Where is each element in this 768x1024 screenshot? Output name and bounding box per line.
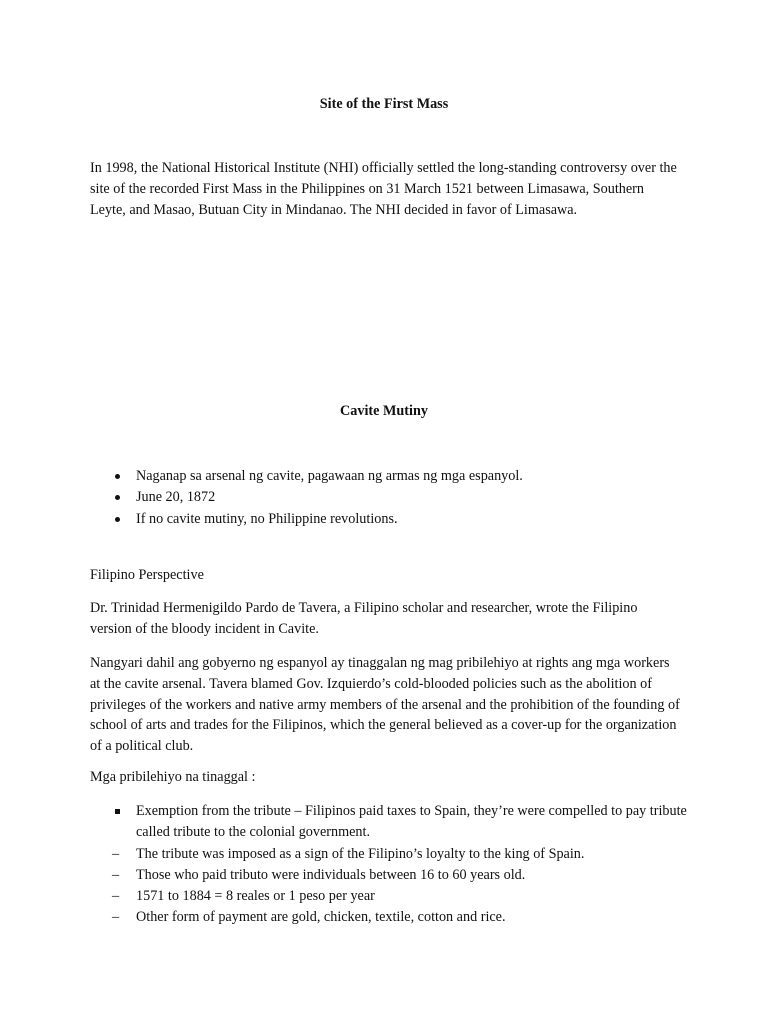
list-item: 1571 to 1884 = 8 reales or 1 peso per year bbox=[136, 888, 375, 905]
perspective-paragraph-2: Nangyari dahil ang gobyerno ng espanyol ay tinaggalan ng mag pribilehiyo at rights ang mga workers at the cavite arsenal. Tavera blamed Gov. Izquierdo’s cold-blooded policies such as the abolition of privileges of the workers and native army members of the arsenal and the prohibition of the founding of school of arts and trades for the Filipinos, which the general believed as a cover-up for the organization of a political club. bbox=[90, 655, 680, 755]
list-item: June 20, 1872 bbox=[136, 489, 216, 506]
list-item: Exemption from the tribute – Filipinos paid taxes to Spain, they’re were compelled to pay tribute called tribute to the colonial government. bbox=[136, 803, 687, 841]
first-mass-paragraph: In 1998, the National Historical Institute (NHI) officially settled the long-standing controversy over the site of the recorded First Mass in the Philippines on 31 March 1521 between Limasawa, Southern Leyte, and Masao, Butuan City in Mindanao. The NHI decided in favor of Limasawa. bbox=[90, 160, 677, 218]
list-item: Those who paid tributo were individuals between 16 to 60 years old. bbox=[136, 866, 526, 883]
list-item: If no cavite mutiny, no Philippine revolutions. bbox=[136, 510, 398, 527]
perspective-paragraph-1: Dr. Trinidad Hermenigildo Pardo de Tavera, a Filipino scholar and researcher, wrote the Filipino version of the bloody incident in Cavite. bbox=[90, 600, 638, 637]
cavite-facts-list bbox=[90, 466, 690, 530]
list-item: The tribute was imposed as a sign of the Filipino’s loyalty to the king of Spain. bbox=[136, 845, 585, 862]
list-item: Naganap sa arsenal ng cavite, pagawaan ng armas ng mga espanyol. bbox=[136, 468, 523, 484]
privileges-list bbox=[90, 801, 690, 929]
privileges-heading: Mga pribilehiyo na tinaggal : bbox=[90, 769, 256, 785]
filipino-perspective-heading: Filipino Perspective bbox=[90, 567, 204, 583]
cavite-mutiny-title: Cavite Mutiny bbox=[340, 403, 428, 419]
first-mass-title: Site of the First Mass bbox=[319, 96, 449, 112]
list-item: Other form of payment are gold, chicken, textile, cotton and rice. bbox=[136, 909, 506, 926]
